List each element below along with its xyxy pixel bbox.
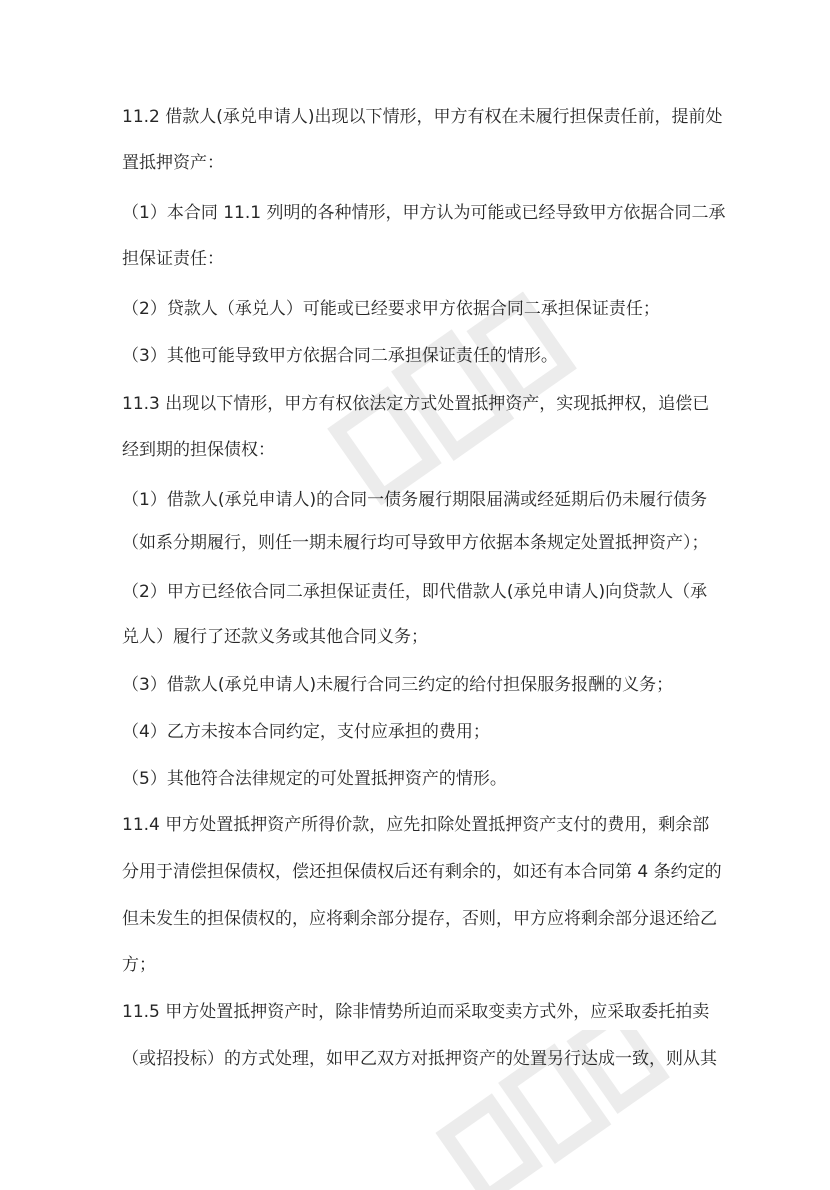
line-clause-11-4-cont-1: 分用于清偿担保债权，偿还担保债权后还有剩余的，如还有本合同第 4 条约定的 bbox=[122, 862, 722, 882]
line-item-1b: （1）借款人(承兑申请人)的合同一债务履行期限届满或经延期后仍未履行债务 bbox=[122, 490, 708, 510]
line-clause-11-2-cont: 置抵押资产： bbox=[122, 153, 224, 173]
line-clause-11-2: 11.2 借款人(承兑申请人)出现以下情形，甲方有权在未履行担保责任前，提前处 bbox=[122, 107, 723, 127]
line-item-3: （3）其他可能导致甲方依据合同二承担保证责任的情形。 bbox=[122, 346, 558, 366]
line-clause-11-3: 11.3 出现以下情形，甲方有权依法定方式处置抵押资产，实现抵押权，追偿已 bbox=[122, 394, 710, 414]
line-item-2b-cont: 兑人）履行了还款义务或其他合同义务； bbox=[122, 627, 428, 647]
line-item-4b: （4）乙方未按本合同约定，支付应承担的费用； bbox=[122, 722, 490, 742]
line-clause-11-5-cont: （或招投标）的方式处理，如甲乙双方对抵押资产的处置另行达成一致，则从其 bbox=[122, 1049, 717, 1069]
line-item-3b: （3）借款人(承兑申请人)未履行合同三约定的给付担保服务报酬的义务； bbox=[122, 675, 674, 695]
line-clause-11-5: 11.5 甲方处置抵押资产时，除非情势所迫而采取变卖方式外，应采取委托拍卖 bbox=[122, 1002, 710, 1022]
line-item-1b-cont: （如系分期履行，则任一期未履行均可导致甲方依据本条规定处置抵押资产）； bbox=[122, 533, 709, 553]
line-item-1-cont: 担保证责任： bbox=[122, 249, 224, 269]
line-item-1: （1）本合同 11.1 列明的各种情形，甲方认为可能或已经导致甲方依据合同二承 bbox=[122, 203, 726, 223]
line-item-2b: （2）甲方已经依合同二承担保证责任，即代借款人(承兑申请人)向贷款人（承 bbox=[122, 582, 708, 602]
line-item-2: （2）贷款人（承兑人）可能或已经要求甲方依据合同二承担保证责任； bbox=[122, 299, 660, 319]
line-item-5b: （5）其他符合法律规定的可处置抵押资产的情形。 bbox=[122, 769, 507, 789]
line-clause-11-3-cont: 经到期的担保债权： bbox=[122, 440, 275, 460]
line-clause-11-4: 11.4 甲方处置抵押资产所得价款，应先扣除处置抵押资产支付的费用，剩余部 bbox=[122, 815, 710, 835]
line-clause-11-4-cont-2: 但未发生的担保债权的，应将剩余部分提存，否则，甲方应将剩余部分退还给乙 bbox=[122, 909, 717, 929]
line-clause-11-4-cont-3: 方； bbox=[122, 955, 156, 975]
